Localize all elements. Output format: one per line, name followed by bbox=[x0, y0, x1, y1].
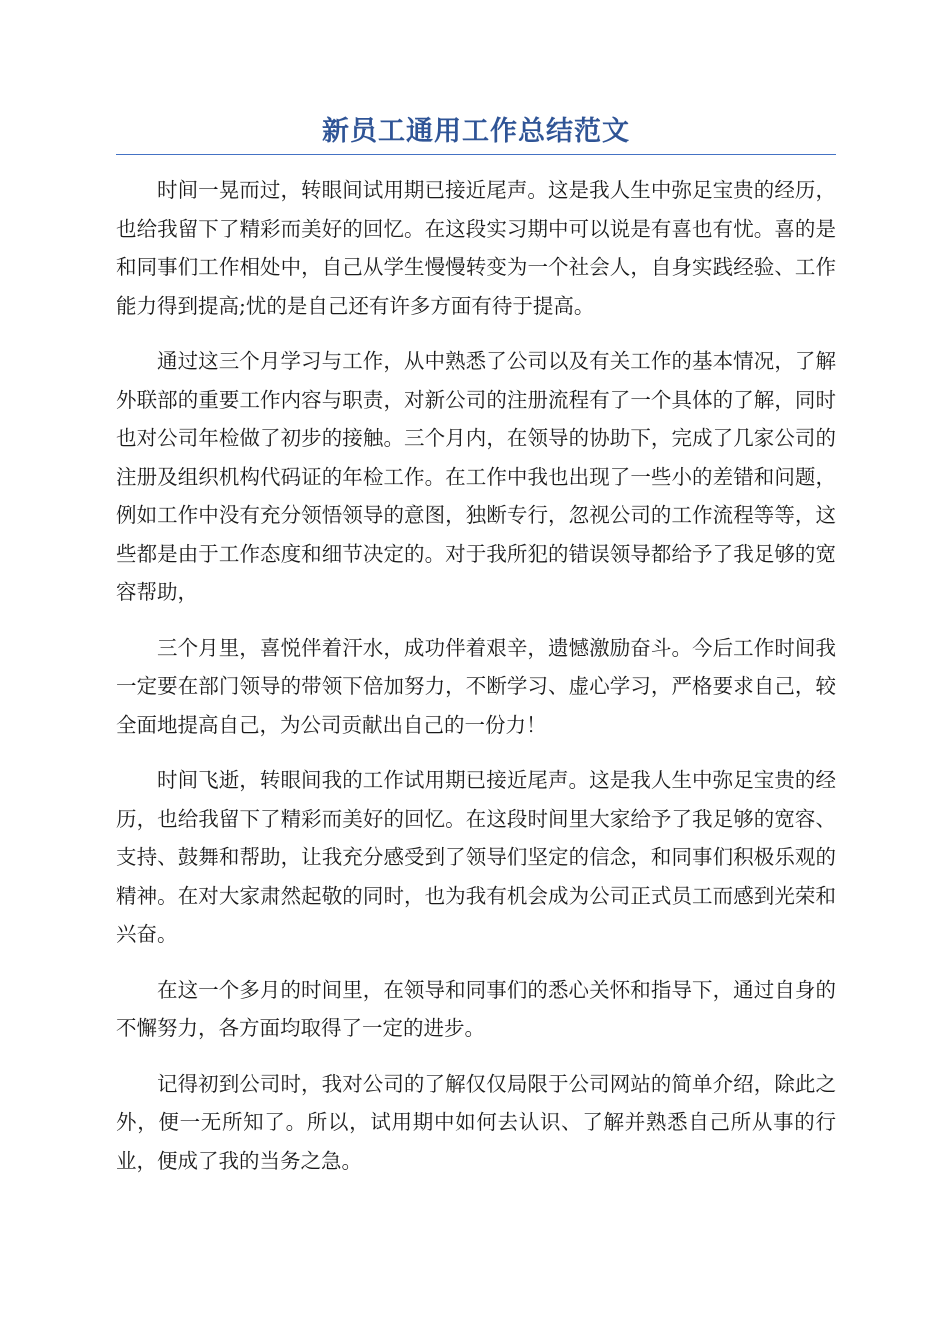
document-page bbox=[116, 112, 836, 1197]
paragraph-5: 在这一个多月的时间里，在领导和同事们的悉心关怀和指导下，通过自身的不懈努力，各方面均取得了一定的进步。 bbox=[116, 977, 836, 1040]
paragraph-6: 记得初到公司时，我对公司的了解仅仅局限于公司网站的简单介绍，除此之外，便一无所知了。所以，试用期中如何去认识、了解并熟悉自己所从事的行业，便成了我的当务之急。 bbox=[116, 1071, 836, 1173]
paragraph-2: 通过这三个月学习与工作，从中熟悉了公司以及有关工作的基本情况，了解外联部的重要工作内容与职责，对新公司的注册流程有了一个具体的了解，同时也对公司年检做了初步的接触。三个月内，在领导的协助下，完成了几家公司的注册及组织机构代码证的年检工作。在工作中我也出现了一些小的差错和问题，例如工作中没有充分领悟领导的意图，独断专行，忽视公司的工作流程等等，这些都是由于工作态度和细节决定的。对于我所犯的错误领导都给予了我足够的宽容帮助， bbox=[116, 349, 836, 604]
document-title: 新员工通用工作总结范文 bbox=[116, 112, 836, 155]
document-body bbox=[116, 171, 836, 1180]
paragraph-1: 时间一晃而过，转眼间试用期已接近尾声。这是我人生中弥足宝贵的经历，也给我留下了精彩而美好的回忆。在这段实习期中可以说是有喜也有忧。喜的是和同事们工作相处中，自己从学生慢慢转变为一个社会人，自身实践经验、工作能力得到提高;忧的是自己还有许多方面有待于提高。 bbox=[116, 178, 836, 318]
paragraph-3: 三个月里，喜悦伴着汗水，成功伴着艰辛，遗憾激励奋斗。今后工作时间我一定要在部门领导的带领下倍加努力，不断学习、虚心学习，严格要求自己，较全面地提高自己，为公司贡献出自己的一份力！ bbox=[116, 635, 836, 737]
paragraph-4: 时间飞逝，转眼间我的工作试用期已接近尾声。这是我人生中弥足宝贵的经历，也给我留下了精彩而美好的回忆。在这段时间里大家给予了我足够的宽容、支持、鼓舞和帮助，让我充分感受到了领导们坚定的信念，和同事们积极乐观的精神。在对大家肃然起敬的同时，也为我有机会成为公司正式员工而感到光荣和兴奋。 bbox=[116, 768, 836, 946]
